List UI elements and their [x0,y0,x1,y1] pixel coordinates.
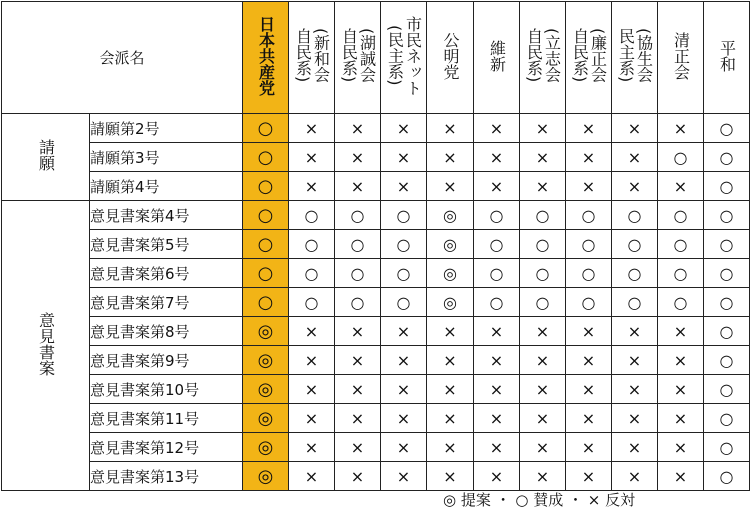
vote-mark: ◎ [243,375,289,404]
vote-mark: ○ [566,230,612,259]
vote-mark: ○ [474,230,520,259]
vote-mark: ○ [243,201,289,230]
vote-mark: × [381,375,427,404]
vote-mark: ○ [612,230,658,259]
vote-mark: ○ [335,230,381,259]
table-row [2,201,750,230]
table-row [2,114,750,143]
vote-mark: × [566,172,612,201]
table-row [2,317,750,346]
vote-mark: × [335,346,381,375]
party-name: 市民ネット (民主系) [385,15,423,96]
vote-mark: ○ [289,288,335,317]
party-name: (新和会 自民系) [293,28,331,83]
vote-mark: × [474,433,520,462]
vote-mark: × [474,317,520,346]
vote-mark: × [474,375,520,404]
vote-mark: × [335,317,381,346]
vote-mark: ○ [704,114,750,143]
vote-mark: ○ [704,172,750,201]
vote-mark: ○ [704,462,750,491]
vote-mark: ○ [335,259,381,288]
vote-mark: × [612,317,658,346]
vote-mark: × [520,346,566,375]
vote-mark: ○ [520,201,566,230]
vote-mark: × [658,375,704,404]
vote-mark: ◎ [243,462,289,491]
vote-mark: ○ [612,201,658,230]
vote-mark: × [612,462,658,491]
vote-mark: × [658,317,704,346]
vote-mark: × [335,143,381,172]
vote-mark: ○ [704,375,750,404]
vote-mark: × [474,346,520,375]
table-row [2,404,750,433]
vote-mark: ○ [289,201,335,230]
vote-mark: ○ [704,346,750,375]
vote-mark: ○ [289,230,335,259]
vote-mark: × [474,114,520,143]
header-row [2,2,750,114]
vote-mark: × [474,143,520,172]
vote-mark: × [335,375,381,404]
party-header-2 [335,2,381,114]
vote-mark: ○ [658,259,704,288]
party-header-8 [612,2,658,114]
item-name: 意見書案第5号 [90,230,243,259]
item-name: 意見書案第8号 [90,317,243,346]
group-name-header: 会派名 [2,2,243,114]
vote-mark: × [289,114,335,143]
party-name: 平和 [717,39,737,72]
vote-mark: × [612,433,658,462]
vote-mark: ○ [381,288,427,317]
vote-mark: × [566,462,612,491]
vote-mark: × [612,143,658,172]
vote-mark: ○ [566,201,612,230]
vote-mark: × [427,317,474,346]
vote-mark: × [289,433,335,462]
vote-mark: × [335,462,381,491]
item-name: 意見書案第6号 [90,259,243,288]
vote-mark: × [566,375,612,404]
vote-mark: ○ [474,201,520,230]
vote-mark: ◎ [243,404,289,433]
vote-mark: × [427,346,474,375]
vote-mark: × [381,433,427,462]
vote-mark: ○ [658,143,704,172]
vote-mark: × [335,172,381,201]
vote-mark: × [658,404,704,433]
vote-mark: × [658,114,704,143]
vote-mark: ○ [474,288,520,317]
vote-mark: × [381,462,427,491]
party-name: (湖誠会 自民系) [339,28,377,83]
item-name: 意見書案第10号 [90,375,243,404]
vote-mark: × [520,172,566,201]
party-name: (廉正会 自民系) [570,28,608,83]
vote-mark: × [520,433,566,462]
vote-mark: ○ [335,201,381,230]
party-name: (協生会 民主系) [616,28,654,83]
vote-mark: ○ [243,172,289,201]
vote-mark: ◎ [243,346,289,375]
item-name: 意見書案第12号 [90,433,243,462]
vote-mark: × [335,114,381,143]
vote-mark: ○ [704,143,750,172]
vote-mark: × [427,114,474,143]
vote-mark: × [474,172,520,201]
item-name: 意見書案第13号 [90,462,243,491]
vote-mark: × [289,375,335,404]
party-name: (立志会 自民系) [524,28,562,83]
vote-mark: ○ [612,288,658,317]
vote-mark: ○ [243,143,289,172]
vote-mark: ◎ [427,288,474,317]
vote-mark: × [658,462,704,491]
vote-mark: × [381,172,427,201]
table-row [2,462,750,491]
vote-mark: × [289,462,335,491]
vote-mark: × [474,462,520,491]
vote-mark: × [381,317,427,346]
table-row [2,433,750,462]
vote-mark: × [658,346,704,375]
vote-mark: ○ [381,259,427,288]
item-name: 請願第4号 [90,172,243,201]
legend: ◎ 提案 ・ ○ 賛成 ・ × 反対 [443,491,636,509]
vote-mark: × [520,462,566,491]
vote-mark: × [612,375,658,404]
vote-mark: × [566,317,612,346]
party-header-0 [243,2,289,114]
vote-mark: ◎ [243,433,289,462]
vote-mark: × [289,143,335,172]
vote-mark: × [612,404,658,433]
vote-mark: × [566,346,612,375]
vote-mark: × [612,114,658,143]
item-name: 意見書案第11号 [90,404,243,433]
party-header-5 [474,2,520,114]
vote-mark: × [335,404,381,433]
vote-mark: ○ [658,288,704,317]
vote-mark: ◎ [243,317,289,346]
vote-mark: × [289,172,335,201]
vote-mark: × [612,172,658,201]
vote-mark: ○ [704,433,750,462]
vote-mark: ○ [704,230,750,259]
table-row [2,288,750,317]
vote-mark: × [566,114,612,143]
party-header-9 [658,2,704,114]
item-name: 請願第2号 [90,114,243,143]
party-header-10 [704,2,750,114]
vote-mark: × [427,375,474,404]
vote-mark: ◎ [427,201,474,230]
party-header-6 [520,2,566,114]
vote-mark: × [566,433,612,462]
party-header-1 [289,2,335,114]
party-name: 清正会 [671,31,691,80]
vote-mark: × [658,433,704,462]
vote-mark: × [520,317,566,346]
vote-mark: ◎ [427,259,474,288]
vote-mark: ○ [243,259,289,288]
vote-mark: × [658,172,704,201]
vote-mark: ○ [243,230,289,259]
vote-mark: ○ [335,288,381,317]
vote-mark: × [520,114,566,143]
table-row [2,346,750,375]
vote-mark: × [566,404,612,433]
vote-mark: ◎ [427,230,474,259]
vote-mark: × [612,346,658,375]
vote-mark: ○ [474,259,520,288]
vote-mark: ○ [381,201,427,230]
vote-mark: × [427,404,474,433]
vote-mark: × [520,375,566,404]
category-cell [2,114,90,201]
vote-mark: × [474,404,520,433]
table-row [2,172,750,201]
vote-mark: × [289,346,335,375]
vote-mark: ○ [243,114,289,143]
vote-mark: ○ [566,288,612,317]
vote-mark: ○ [243,288,289,317]
vote-mark: ○ [520,230,566,259]
vote-mark: ○ [566,259,612,288]
party-name: 維新 [487,39,507,72]
vote-mark: × [289,404,335,433]
vote-mark: ○ [704,288,750,317]
category-cell [2,201,90,491]
item-name: 請願第3号 [90,143,243,172]
vote-mark: × [289,317,335,346]
vote-mark: × [381,404,427,433]
party-name: 日本共産党 [256,15,276,96]
category-label: 請願 [36,139,56,171]
table-row [2,143,750,172]
vote-mark: ○ [658,230,704,259]
table-row [2,259,750,288]
party-name: 公明党 [441,31,460,80]
party-header-4 [427,2,474,114]
vote-mark: × [427,143,474,172]
vote-mark: ○ [704,259,750,288]
vote-mark: × [381,346,427,375]
vote-mark: ○ [381,230,427,259]
vote-mark: ○ [704,317,750,346]
vote-mark: ○ [704,404,750,433]
vote-mark: × [427,433,474,462]
vote-mark: × [566,143,612,172]
vote-mark: × [381,114,427,143]
vote-mark: ○ [612,259,658,288]
table-row [2,375,750,404]
vote-mark: × [427,172,474,201]
vote-mark: × [335,433,381,462]
vote-mark: × [520,143,566,172]
voting-table [1,1,750,491]
vote-mark: ○ [289,259,335,288]
party-header-7 [566,2,612,114]
vote-mark: ○ [704,201,750,230]
vote-mark: × [381,143,427,172]
vote-mark: ○ [520,288,566,317]
vote-mark: ○ [520,259,566,288]
vote-mark: × [520,404,566,433]
vote-mark: × [427,462,474,491]
item-name: 意見書案第7号 [90,288,243,317]
category-label: 意見書案 [36,311,56,376]
party-header-3 [381,2,427,114]
item-name: 意見書案第9号 [90,346,243,375]
vote-mark: ○ [658,201,704,230]
item-name: 意見書案第4号 [90,201,243,230]
table-row [2,230,750,259]
